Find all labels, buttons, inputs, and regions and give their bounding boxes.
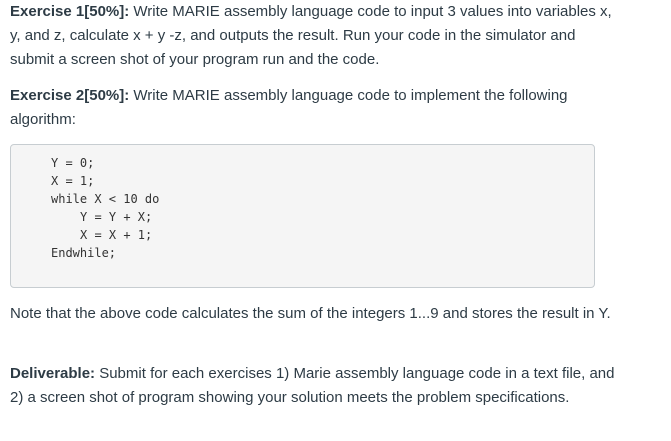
exercise-2-text: Write MARIE assembly language code to implement the following algorithm: (10, 87, 568, 128)
code-line: while X < 10 do (51, 192, 160, 206)
code-lines (51, 154, 159, 262)
exercise-2-paragraph (10, 84, 615, 132)
exercise-1-text: Write MARIE assembly language code to input 3 values into variables x, y, and z, calculate x + y -z, and outputs the result. Run your code in the simulator and submit a screen shot of your program run and the code. (10, 3, 612, 68)
code-line: X = X + 1; (80, 228, 153, 242)
code-line: Endwhile; (51, 246, 117, 260)
code-block (10, 144, 595, 288)
exercise-2-label: Exercise 2[50%]: (10, 87, 130, 104)
code-line: Y = Y + X; (80, 210, 153, 224)
code-line: Y = 0; (51, 156, 95, 170)
exercise-1-paragraph (10, 0, 615, 72)
deliverable-text: Submit for each exercises 1) Marie assembly language code in a text file, and 2) a screen shot of program showing your solution meets the problem specifications. (10, 365, 615, 406)
deliverable-label: Deliverable: (10, 365, 96, 382)
note-paragraph (10, 302, 615, 326)
exercise-1-label: Exercise 1[50%]: (10, 3, 130, 20)
code-line: X = 1; (51, 174, 95, 188)
note-text: Note that the above code calculates the sum of the integers 1...9 and stores the result in Y. (10, 305, 611, 322)
deliverable-paragraph (10, 362, 615, 410)
